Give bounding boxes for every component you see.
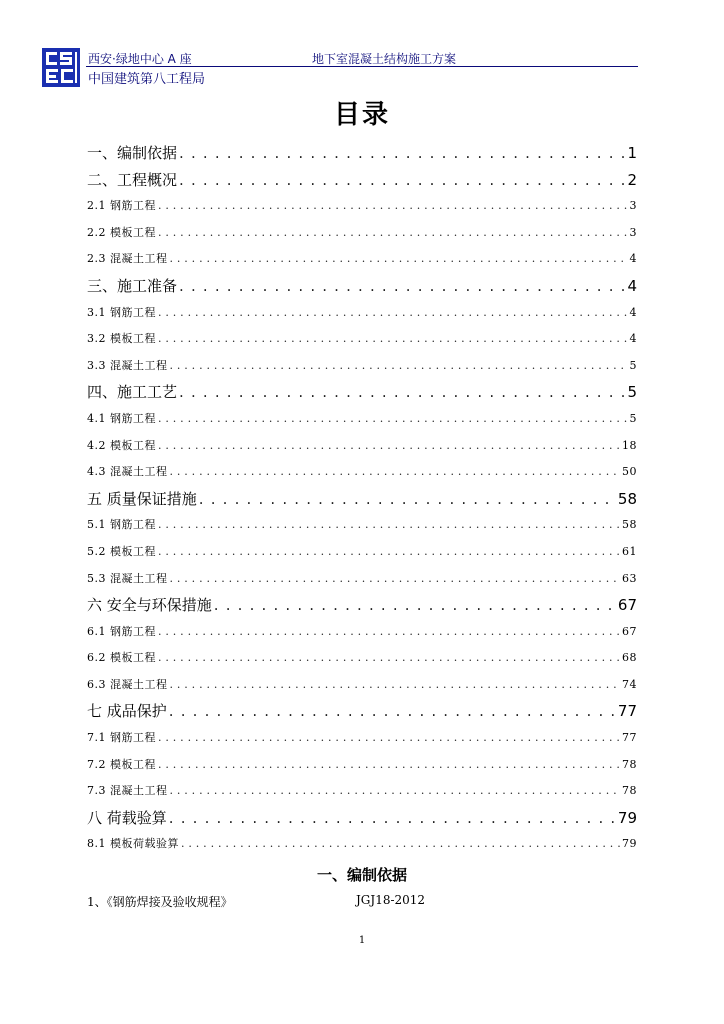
toc-entry-page: 67 [617, 596, 637, 615]
toc-chapter-entry[interactable] [87, 273, 637, 300]
toc-section-entry[interactable] [87, 831, 637, 858]
toc-entry-page: 5 [629, 411, 637, 425]
toc-entry-title: 4.2 模板工程 [87, 438, 156, 452]
toc-leader-dots [158, 619, 620, 646]
toc-chapter-entry[interactable] [87, 698, 637, 725]
toc-entry-page: 58 [622, 518, 637, 532]
toc-leader-dots [170, 672, 621, 699]
toc-leader-dots [179, 140, 625, 167]
toc-section-entry[interactable] [87, 353, 637, 380]
toc-entry-title: 6.2 模板工程 [87, 651, 156, 665]
toc-entry-page: 4 [629, 332, 637, 346]
header-divider [86, 66, 638, 67]
toc-section-entry[interactable] [87, 778, 637, 805]
toc-chapter-entry[interactable] [87, 379, 637, 406]
toc-entry-page: 50 [622, 465, 637, 479]
toc-entry-page: 79 [622, 837, 637, 851]
toc-entry-title: 7.2 模板工程 [87, 757, 156, 771]
toc-entry-title: 3.2 模板工程 [87, 332, 156, 346]
toc-entry-page: 77 [617, 702, 637, 721]
toc-entry-title: 5.1 钢筋工程 [87, 518, 156, 532]
toc-section-entry[interactable] [87, 326, 637, 353]
toc-section-entry[interactable] [87, 433, 637, 460]
toc-leader-dots [158, 193, 628, 220]
reference-item-title: 1、《钢筋焊接及验收规程》 [87, 895, 233, 909]
toc-leader-dots [170, 566, 621, 593]
toc-section-entry[interactable] [87, 645, 637, 672]
toc-section-entry[interactable] [87, 619, 637, 646]
toc-entry-title: 4.1 钢筋工程 [87, 411, 156, 425]
toc-entry-title: 2.3 混凝土工程 [87, 252, 168, 266]
toc-chapter-entry[interactable] [87, 140, 637, 167]
toc-entry-page: 5 [629, 358, 637, 372]
toc-entry-title: 8.1 模板荷载验算 [87, 837, 179, 851]
toc-chapter-entry[interactable] [87, 592, 637, 619]
toc-section-entry[interactable] [87, 246, 637, 273]
toc-entry-title: 2.2 模板工程 [87, 225, 156, 239]
toc-leader-dots [158, 725, 620, 752]
toc-leader-dots [158, 645, 620, 672]
toc-entry-page: 4 [629, 305, 637, 319]
section-heading: 一、编制依据 [316, 866, 407, 884]
toc-entry-page: 74 [622, 677, 637, 691]
toc-section-entry[interactable] [87, 752, 637, 779]
toc-section-entry[interactable] [87, 725, 637, 752]
toc-entry-page: 68 [622, 651, 637, 665]
toc-entry-page: 77 [622, 731, 637, 745]
toc-entry-page: 3 [629, 225, 637, 239]
toc-entry-title: 五 质量保证措施 [87, 489, 197, 508]
toc-entry-page: 78 [622, 784, 637, 798]
toc-entry-title: 八 荷载验算 [87, 808, 167, 827]
toc-entry-title: 6.3 混凝土工程 [87, 677, 168, 691]
toc-entry-page: 3 [629, 199, 637, 213]
toc-entry-page: 63 [622, 571, 637, 585]
toc-entry-title: 三、施工准备 [87, 276, 178, 295]
toc-leader-dots [169, 698, 616, 725]
toc-entry-page: 61 [622, 544, 637, 558]
toc-section-entry[interactable] [87, 672, 637, 699]
toc-chapter-entry[interactable] [87, 805, 637, 832]
toc-entry-title: 3.1 钢筋工程 [87, 305, 156, 319]
toc-entry-page: 58 [617, 489, 637, 508]
toc-leader-dots [179, 273, 625, 300]
toc-entry-page: 79 [617, 808, 637, 827]
toc-entry-title: 2.1 钢筋工程 [87, 199, 156, 213]
toc-leader-dots [170, 246, 628, 273]
toc-leader-dots [158, 433, 620, 460]
toc-entry-title: 二、工程概况 [87, 170, 178, 189]
toc-entry-page: 4 [627, 276, 637, 295]
toc-entry-title: 5.2 模板工程 [87, 544, 156, 558]
toc-leader-dots [158, 752, 620, 779]
toc-leader-dots [169, 805, 616, 832]
toc-entry-title: 一、编制依据 [87, 144, 178, 162]
toc-leader-dots [170, 353, 628, 380]
toc-leader-dots [158, 406, 628, 433]
header-company-name: 中国建筑第八工程局 [88, 72, 206, 87]
toc-section-entry[interactable] [87, 566, 637, 593]
header-document-title: 地下室混凝土结构施工方案 [312, 52, 457, 66]
cscec-logo [42, 48, 80, 87]
toc-leader-dots [158, 220, 628, 247]
toc-entry-page: 5 [627, 383, 637, 402]
toc-section-entry[interactable] [87, 406, 637, 433]
toc-leader-dots [170, 778, 621, 805]
reference-item-code: JGJ18-2012 [356, 893, 426, 907]
toc-section-entry[interactable] [87, 539, 637, 566]
toc-entry-page: 78 [622, 757, 637, 771]
toc-leader-dots [199, 486, 616, 513]
toc-entry-title: 3.3 混凝土工程 [87, 358, 168, 372]
toc-section-entry[interactable] [87, 193, 637, 220]
toc-section-entry[interactable] [87, 459, 637, 486]
toc-entry-title: 七 成品保护 [87, 702, 167, 721]
page-number: 1 [358, 935, 366, 946]
toc-entry-page: 1 [627, 144, 637, 162]
table-of-contents [87, 140, 637, 858]
toc-entry-page: 4 [629, 252, 637, 266]
toc-entry-title: 6.1 钢筋工程 [87, 624, 156, 638]
toc-entry-title: 7.3 混凝土工程 [87, 784, 168, 798]
toc-leader-dots [179, 167, 625, 194]
toc-entry-page: 18 [622, 438, 637, 452]
toc-entry-title: 7.1 钢筋工程 [87, 731, 156, 745]
toc-section-entry[interactable] [87, 300, 637, 327]
toc-entry-page: 67 [622, 624, 637, 638]
toc-section-entry[interactable] [87, 220, 637, 247]
toc-leader-dots [214, 592, 616, 619]
toc-leader-dots [181, 831, 620, 858]
toc-entry-page: 2 [627, 170, 637, 189]
toc-leader-dots [158, 539, 620, 566]
header-project-name: 西安·绿地中心 A 座 [88, 52, 192, 66]
toc-entry-title: 六 安全与环保措施 [87, 596, 212, 615]
toc-leader-dots [179, 379, 625, 406]
toc-chapter-entry[interactable] [87, 486, 637, 513]
toc-title: 目录 [333, 100, 390, 130]
toc-section-entry[interactable] [87, 512, 637, 539]
toc-entry-title: 四、施工工艺 [87, 383, 178, 402]
toc-entry-title: 5.3 混凝土工程 [87, 571, 168, 585]
toc-leader-dots [158, 512, 620, 539]
toc-entry-title: 4.3 混凝土工程 [87, 465, 168, 479]
toc-chapter-entry[interactable] [87, 167, 637, 194]
toc-leader-dots [158, 300, 628, 327]
toc-leader-dots [170, 459, 621, 486]
toc-leader-dots [158, 326, 628, 353]
